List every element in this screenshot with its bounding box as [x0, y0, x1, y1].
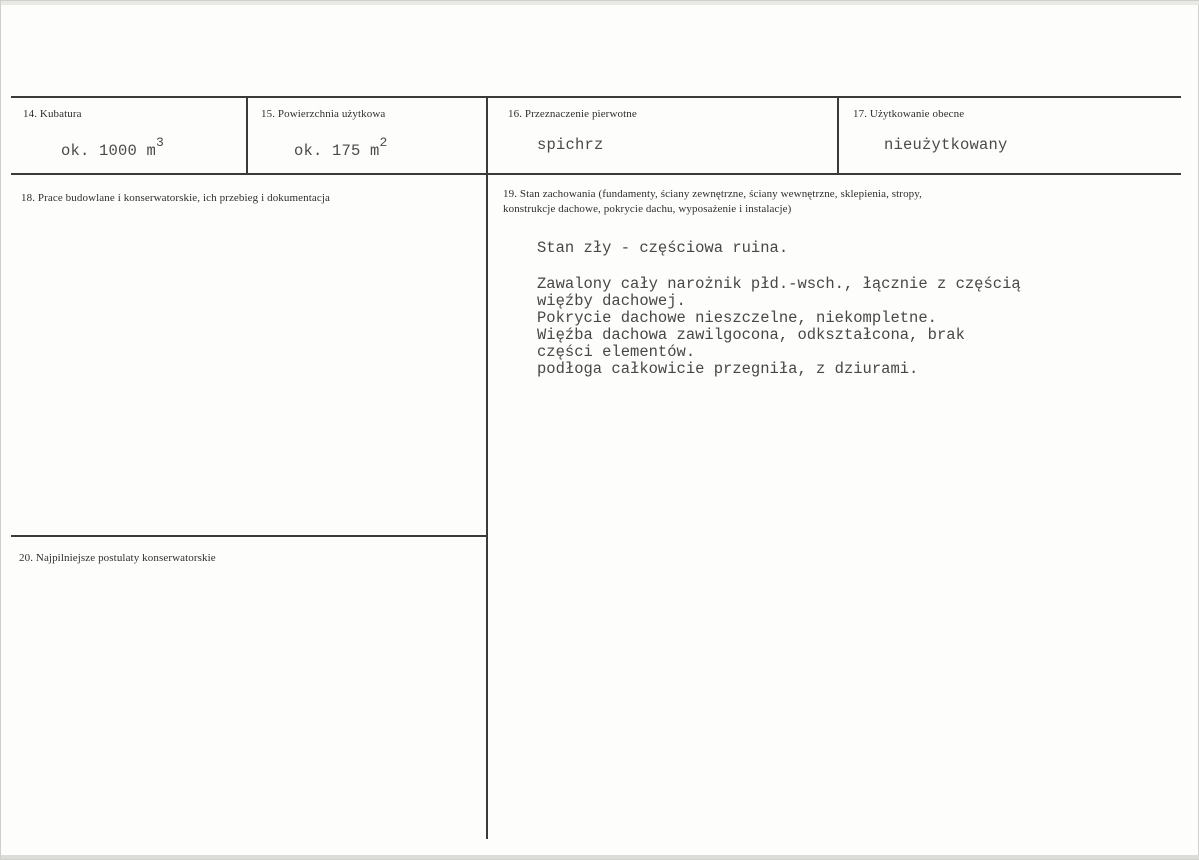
field-19-detail-line: części elementów.: [537, 343, 696, 361]
field-18-label: 18. Prace budowlane i konserwatorskie, ich przebieg i dokumentacja: [21, 192, 330, 204]
field-19-detail-line: Pokrycie dachowe nieszczelne, niekompletne.: [537, 309, 937, 327]
field-19-detail-line: więźby dachowej.: [537, 292, 686, 310]
field-19-detail-line: Zawalony cały narożnik płd.-wsch., łącznie z częścią: [537, 275, 1021, 293]
field-17-value: nieużytkowany: [884, 136, 1008, 154]
field-20-label: 20. Najpilniejsze postulaty konserwatorskie: [19, 552, 216, 564]
divider-16-17: [837, 97, 839, 174]
header-row-bottom-rule: [11, 173, 1181, 175]
field-16-label: 16. Przeznaczenie pierwotne: [508, 108, 637, 120]
field-19-label: [503, 187, 922, 217]
field-19-content: [537, 240, 1021, 378]
field-14-value: ok. 1000 $m^3$: [61, 135, 165, 160]
table-top-rule: [11, 96, 1181, 98]
field-19-detail-line: Więźba dachowa zawilgocona, odkształcona, brak: [537, 326, 965, 344]
field-16-value: spichrz: [537, 136, 604, 154]
field-19-label-line-1: 19. Stan zachowania (fundamenty, ściany zewnętrzne, ściany wewnętrzne, sklepienia, stropy,: [503, 188, 923, 200]
field-19-label-line-2: konstrukcje dachowe, pokrycie dachu, wyposażenie i instalacje): [503, 203, 792, 215]
section-18-bottom-rule: [11, 535, 487, 537]
card-top-edge: [1, 1, 1199, 5]
card-bottom-edge: [1, 855, 1199, 859]
field-19-detail-line: podłoga całkowicie przegniła, z dziurami.: [537, 360, 919, 378]
divider-14-15: [246, 97, 248, 174]
divider-15-16: [486, 97, 488, 839]
field-14-label: 14. Kubatura: [23, 108, 82, 120]
field-15-value: ok. 175 $m^2$: [294, 135, 388, 160]
field-19-summary: Stan zły - częściowa ruina.: [537, 239, 789, 257]
field-15-label: 15. Powierzchnia użytkowa: [261, 108, 386, 120]
paragraph-gap: [537, 257, 1021, 276]
field-17-label: 17. Użytkowanie obecne: [853, 108, 965, 120]
